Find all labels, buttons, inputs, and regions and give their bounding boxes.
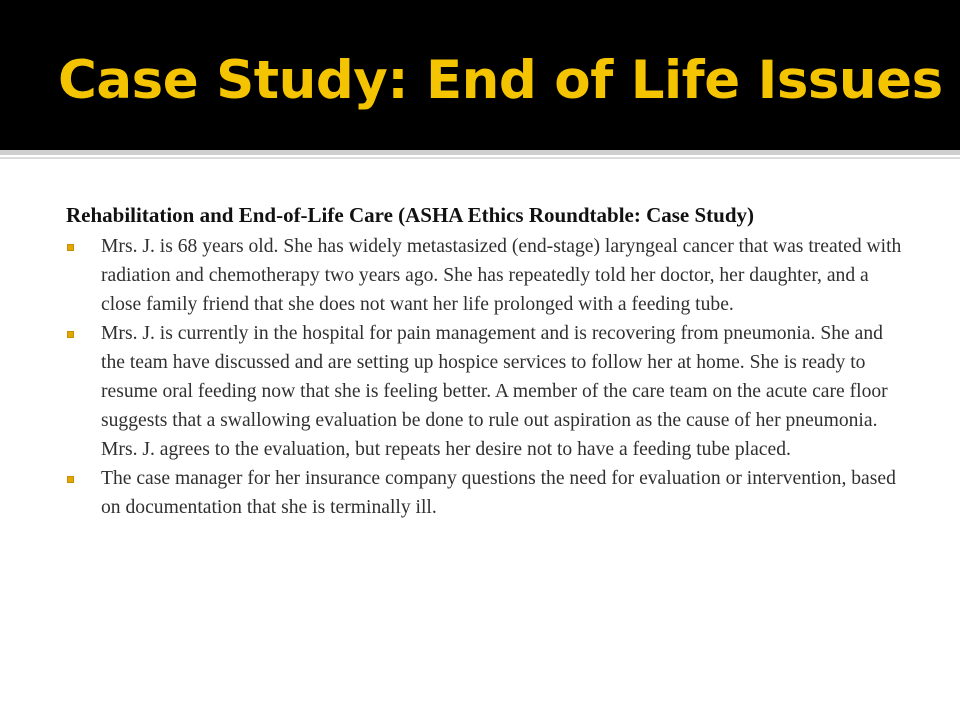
bullet-list xyxy=(66,232,906,522)
slide-title: Case Study: End of Life Issues xyxy=(58,50,943,111)
square-bullet-icon xyxy=(67,476,74,483)
bullet-text: Mrs. J. is currently in the hospital for pain management and is recovering from pneumonia. She and the team have discussed and are setting up hospice services to follow her at home. She is ready to resume oral feeding now that she is feeling better. A member of the care team on the acute care floor suggests that a swallowing evaluation be done to rule out aspiration as the cause of her pneumonia. Mrs. J. agrees to the evaluation, but repeats her desire not to have a feeding tube placed. xyxy=(101,323,888,460)
bullet-item xyxy=(66,319,906,464)
bullet-item xyxy=(66,232,906,319)
title-divider xyxy=(0,150,960,155)
square-bullet-icon xyxy=(67,331,74,338)
square-bullet-icon xyxy=(67,244,74,251)
bullet-item xyxy=(66,464,906,522)
bullet-text: The case manager for her insurance company questions the need for evaluation or intervention, based on documentation that she is terminally ill. xyxy=(101,468,896,518)
bullet-text: Mrs. J. is 68 years old. She has widely metastasized (end-stage) laryngeal cancer that was treated with radiation and chemotherapy two years ago. She has repeatedly told her doctor, her daughter, and a close family friend that she does not want her life prolonged with a feeding tube. xyxy=(101,236,902,315)
slide-content xyxy=(66,200,906,522)
case-study-heading: Rehabilitation and End-of-Life Care (ASHA Ethics Roundtable: Case Study) xyxy=(66,203,755,227)
title-divider-thin xyxy=(0,157,960,159)
title-bar xyxy=(0,0,960,150)
